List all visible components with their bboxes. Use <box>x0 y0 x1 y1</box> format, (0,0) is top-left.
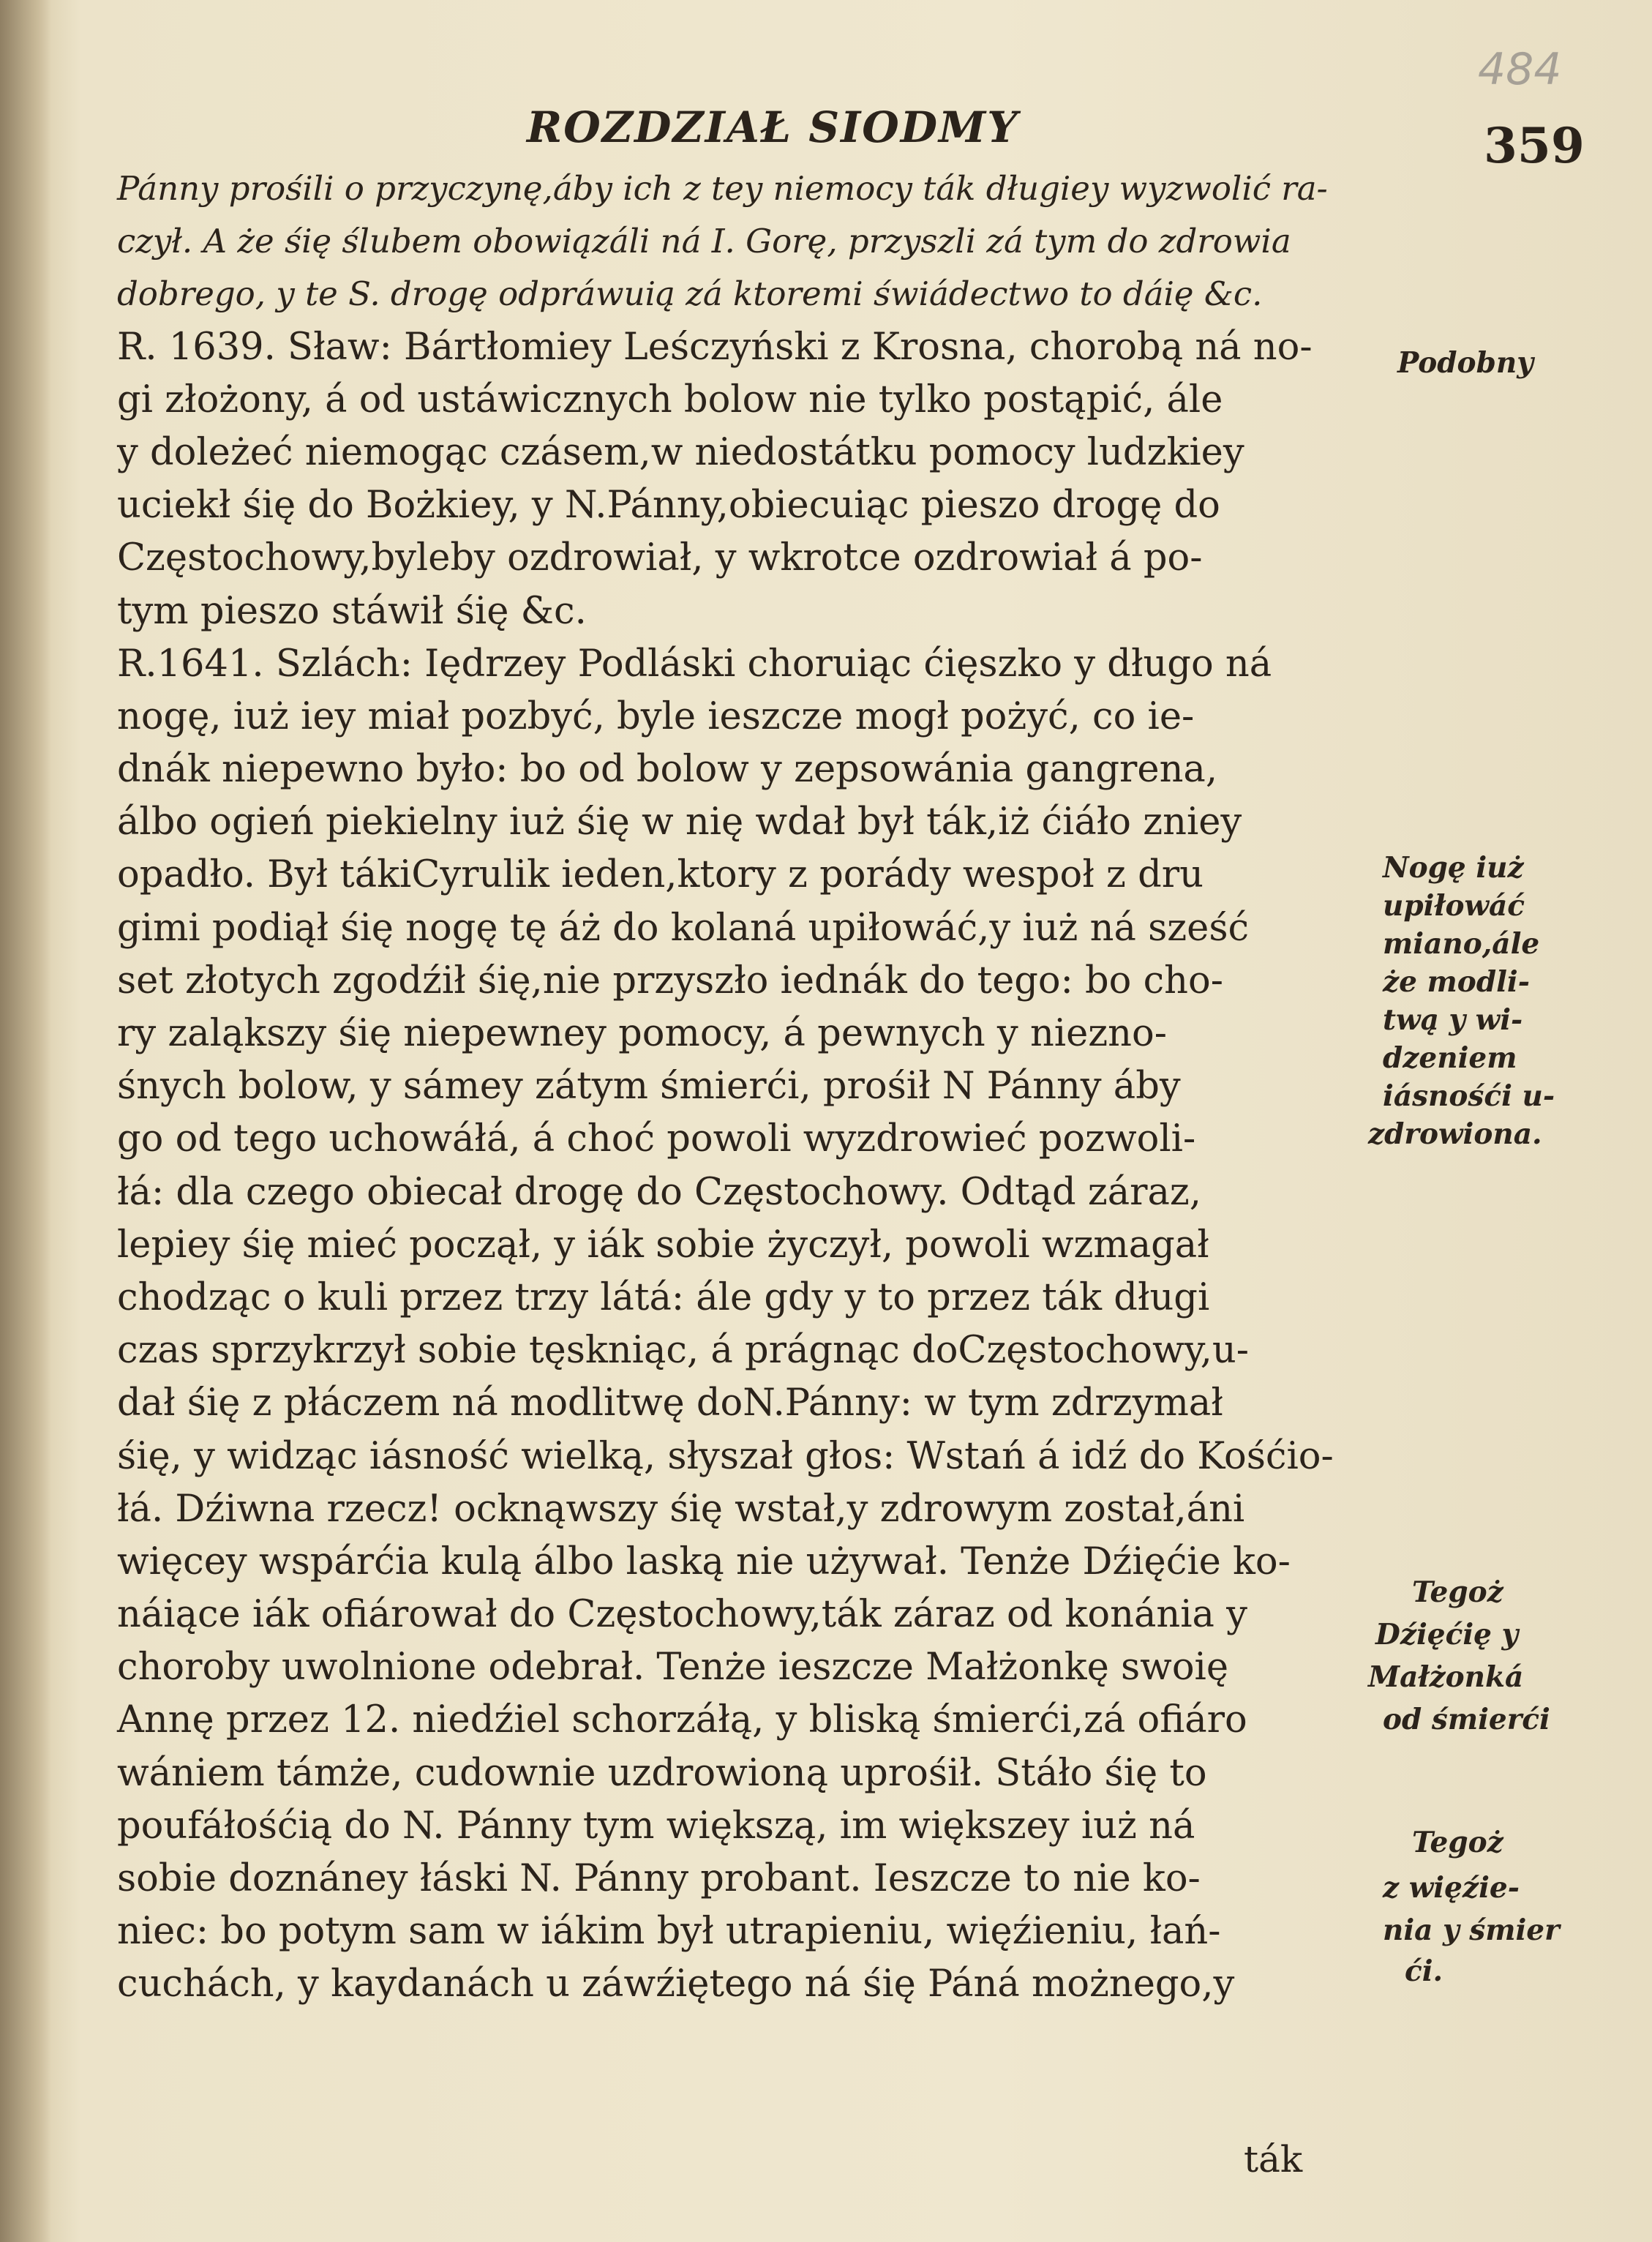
margin-note: nia y śmier <box>1383 1913 1560 1947</box>
margin-note: Nogę iuż <box>1383 851 1524 885</box>
text-line: tym pieszo stáwił śię &c. <box>117 589 587 633</box>
margin-note: Dźięćię y <box>1375 1618 1519 1651</box>
text-line: álbo ogień piekielny iuż śię w nię wdał był ták,iż ćiáło zniey <box>117 801 1242 844</box>
main-text <box>117 162 1368 2012</box>
margin-note: że modli- <box>1383 965 1530 999</box>
binding-gutter <box>0 0 51 2242</box>
margin-note: ći. <box>1405 1954 1443 1988</box>
text-line: dobrego, y te S. drogę odpráwuią zá ktoremi świádectwo to dáię &c. <box>117 274 1263 314</box>
catchword: ták <box>1244 2138 1303 2181</box>
text-line: náiące iák ofiárował do Częstochowy,ták záraz od konánia y <box>117 1593 1247 1637</box>
text-line: sobie doznáney łáski N. Pánny probant. Ieszcze to nie ko- <box>117 1857 1201 1900</box>
text-line: dał śię z płáczem ná modlitwę doN.Pánny: w tym zdrzymał <box>117 1381 1223 1425</box>
margin-note: miano,ále <box>1383 927 1540 961</box>
text-line: ry zaląkszy śię niepewney pomocy, á pewnych y niezno- <box>117 1012 1167 1055</box>
text-line: gi złożony, á od ustáwicznych bolow nie tylko postąpić, ále <box>117 378 1223 421</box>
text-line: go od tego uchowáłá, á choć powoli wyzdrowieć pozwoli- <box>117 1117 1196 1161</box>
text-line: łá: dla czego obiecał drogę do Częstochowy. Odtąd záraz, <box>117 1170 1202 1214</box>
margin-note: Tegoż <box>1412 1826 1503 1859</box>
text-line: uciekł śię do Bożkiey, y N.Pánny,obiecuiąc pieszo drogę do <box>117 484 1220 528</box>
text-line: poufáłośćią do N. Pánny tym większą, im większey iuż ná <box>117 1804 1195 1848</box>
margin-note: dzeniem <box>1383 1041 1517 1075</box>
margin-note: Tegoż <box>1412 1575 1503 1609</box>
text-line: śnych bolow, y sámey zátym śmierći, prośił N Pánny áby <box>117 1065 1181 1109</box>
text-line: lepiey śię mieć począł, y iák sobie życzył, powoli wzmagał <box>117 1223 1209 1267</box>
pencil-folio-note: 484 <box>1478 44 1562 95</box>
page-number: 359 <box>1484 117 1585 174</box>
margin-note: od śmierći <box>1383 1703 1550 1736</box>
text-line: czył. A że śię ślubem obowiązáli ná I. Gorę, przyszli zá tym do zdrowia <box>117 222 1291 261</box>
margin-note: iásnośći u- <box>1383 1079 1555 1113</box>
text-line: wániem támże, cudownie uzdrowioną uprośił. Stáło śię to <box>117 1751 1207 1795</box>
margin-note: z więźie- <box>1383 1871 1520 1905</box>
margin-note: twą y wi- <box>1383 1003 1523 1037</box>
text-line: łá. Dźiwna rzecz! ocknąwszy śię wstał,y zdrowym został,áni <box>117 1487 1245 1531</box>
text-line: Pánny prośili o przyczynę,áby ich z tey niemocy ták długiey wyzwolić ra- <box>117 169 1328 208</box>
text-line: cuchách, y kaydanách u záwźiętego ná śię Páná możnego,y <box>117 1962 1235 2006</box>
text-line: niec: bo potym sam w iákim był utrapieniu, więźieniu, łań- <box>117 1910 1221 1954</box>
margin-note: Małżonká <box>1368 1660 1524 1694</box>
text-line: dnák niepewno było: bo od bolow y zepsowánia gangrena, <box>117 748 1218 792</box>
text-line: opadło. Był tákiCyrulik ieden,ktory z porády wespoł z dru <box>117 853 1204 897</box>
text-line: Annę przez 12. niedźiel schorzáłą, y bliską śmierći,zá ofiáro <box>117 1698 1247 1742</box>
margin-note: zdrowiona. <box>1368 1117 1542 1151</box>
text-line: nogę, iuż iey miał pozbyć, byle ieszcze mogł pożyć, co ie- <box>117 694 1195 738</box>
text-line: y doleżeć niemogąc czásem,w niedostátku pomocy ludzkiey <box>117 430 1244 474</box>
text-line: gimi podiął śię nogę tę áż do kolaná upiłowáć,y iuż ná sześć <box>117 906 1250 950</box>
text-line: choroby uwolnione odebrał. Tenże ieszcze Małżonkę swoię <box>117 1646 1229 1690</box>
running-header: ROZDZIAŁ SIODMY <box>527 102 1019 152</box>
text-line: chodząc o kuli przez trzy látá: ále gdy y to przez ták długi <box>117 1275 1210 1319</box>
text-line: więcey wspárćia kulą álbo laską nie używał. Tenże Dźięćie ko- <box>117 1540 1291 1583</box>
text-line: Częstochowy,byleby ozdrowiał, y wkrotce ozdrowiał á po- <box>117 536 1203 580</box>
margin-note: upiłowáć <box>1383 889 1525 923</box>
text-line: czas sprzykrzył sobie tęskniąc, á prágnąc doCzęstochowy,u- <box>117 1329 1249 1373</box>
text-line: set złotych zgodźił śię,nie przyszło iednák do tego: bo cho- <box>117 959 1223 1002</box>
margin-note: Podobny <box>1397 346 1533 380</box>
text-line: R.1641. Szlách: Iędrzey Podláski choruiąc ćięszko y długo ná <box>117 642 1272 686</box>
text-line: śię, y widząc iásność wielką, słyszał głos: Wstań á idź do Kośćio- <box>117 1434 1334 1478</box>
text-line: R. 1639. Sław: Bártłomiey Leśczyński z Krosna, chorobą ná no- <box>117 325 1313 369</box>
